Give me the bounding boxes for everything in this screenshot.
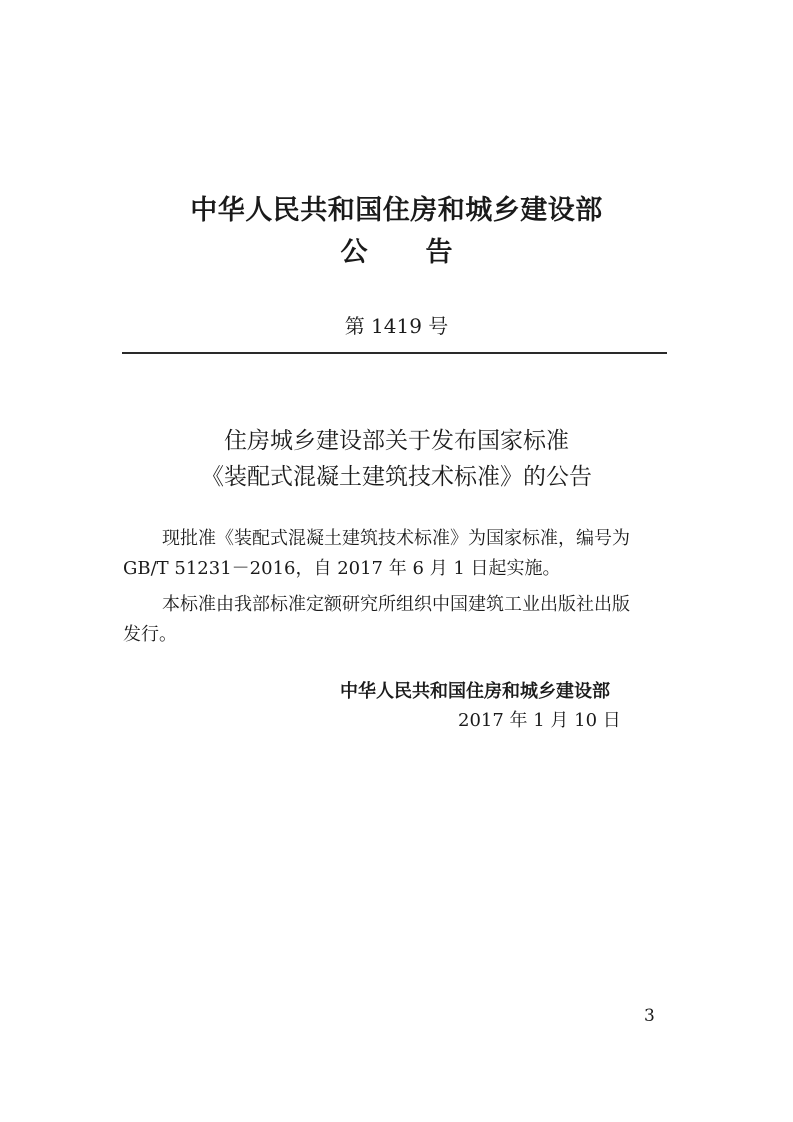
announcement-title: 公告 <box>340 237 511 268</box>
signature-date: 2017 年 1 月 10 日 <box>458 710 621 731</box>
body-paragraph-2-line-1: 本标准由我部标准定额研究所组织中国建筑工业出版社出版 <box>162 594 630 615</box>
body-paragraph-2-line-2: 发行。 <box>123 624 177 645</box>
document-number: 第 1419 号 <box>344 314 449 338</box>
ministry-title: 中华人民共和国住房和城乡建设部 <box>190 195 603 226</box>
body-paragraph-1-line-2: GB/T 51231－2016，自 2017 年 6 月 1 日起实施。 <box>123 558 561 579</box>
header-divider <box>122 352 667 354</box>
page-number: 3 <box>644 1006 655 1026</box>
subject-line-1: 住房城乡建设部关于发布国家标准 <box>224 428 569 454</box>
subject-line-2: 《装配式混凝土建筑技术标准》的公告 <box>201 464 592 490</box>
body-paragraph-1-line-1: 现批准《装配式混凝土建筑技术标准》为国家标准，编号为 <box>162 528 630 549</box>
signature-organization: 中华人民共和国住房和城乡建设部 <box>340 681 610 702</box>
